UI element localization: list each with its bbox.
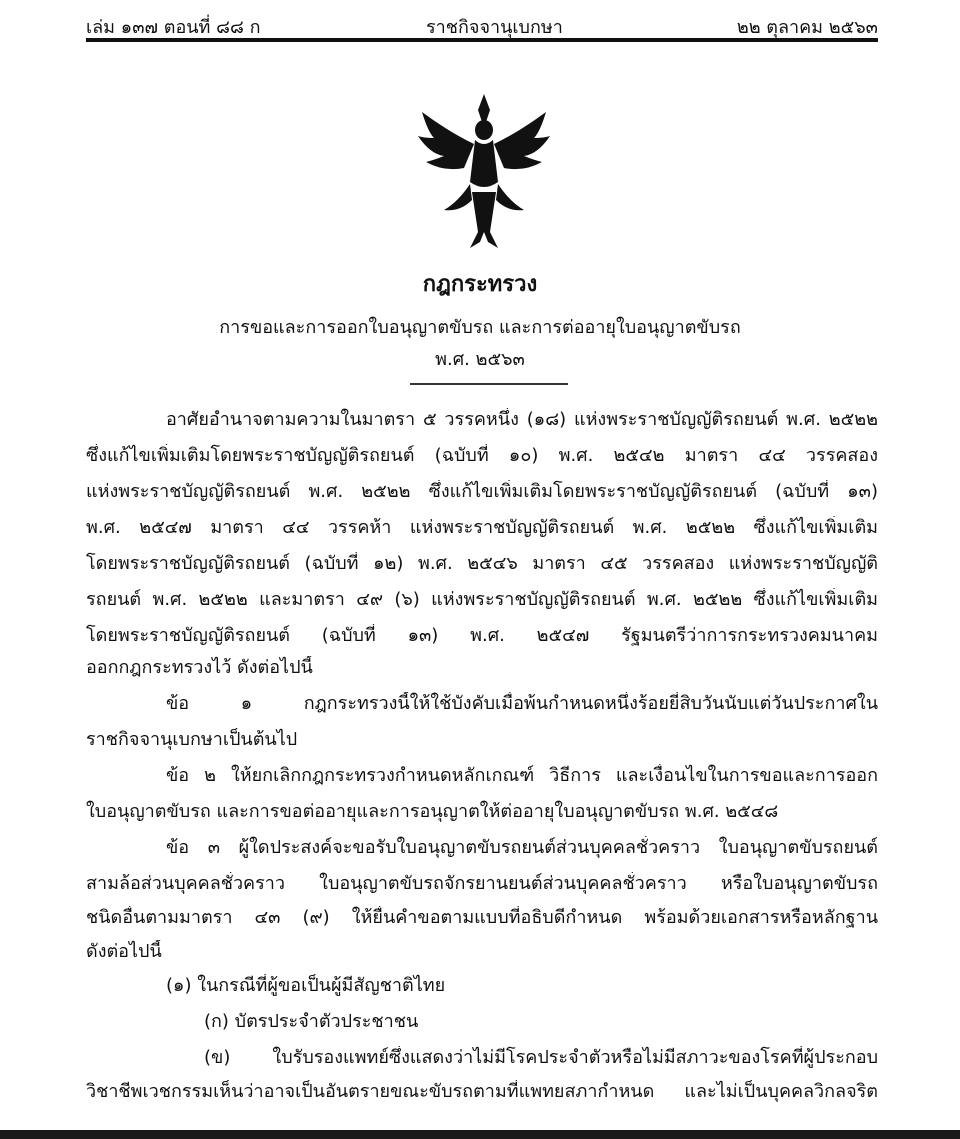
clause-1: ข้อ ๑ กฎกระทรวงนี้ให้ใช้บังคับเมื่อพ้นกำหนดหนึ่งร้อยยี่สิบวันนับแต่วันประกาศใน [166, 693, 878, 714]
sub-clause-1: (๑) ในกรณีที่ผู้ขอเป็นผู้มีสัญชาติไทย [166, 975, 446, 996]
body-line: ดังต่อไปนี้ [86, 941, 162, 962]
body-line: วิชาชีพเวชกรรมเห็นว่าอาจเป็นอันตรายขณะขับรถตามที่แพทยสภากำหนด และไม่เป็นบุคคลวิกลจริต [86, 1081, 878, 1102]
document-subtitle: การขอและการออกใบอนุญาตขับรถ และการต่ออายุใบอนุญาตขับรถ [219, 317, 741, 338]
body-line: โดยพระราชบัญญัติรถยนต์ (ฉบับที่ ๑๓) พ.ศ. ๒๕๔๗ รัฐมนตรีว่าการกระทรวงคมนาคม [86, 625, 878, 646]
body-line: พ.ศ. ๒๕๔๗ มาตรา ๔๔ วรรคห้า แห่งพระราชบัญญัติรถยนต์ พ.ศ. ๒๕๒๒ ซึ่งแก้ไขเพิ่มเติม [86, 517, 878, 538]
body-line: ออกกฎกระทรวงไว้ ดังต่อไปนี้ [86, 657, 313, 678]
volume-issue: เล่ม ๑๓๗ ตอนที่ ๘๘ ก [86, 17, 261, 38]
sub-item-b: (ข) ใบรับรองแพทย์ซึ่งแสดงว่าไม่มีโรคประจำตัวหรือไม่มีสภาวะของโรคที่ผู้ประกอบ [204, 1047, 878, 1068]
body-line: รถยนต์ พ.ศ. ๒๕๒๒ และมาตรา ๔๙ (๖) แห่งพระราชบัญญัติรถยนต์ พ.ศ. ๒๕๒๒ ซึ่งแก้ไขเพิ่มเติม [86, 589, 878, 610]
body-line: สามล้อส่วนบุคคลชั่วคราว ใบอนุญาตขับรถจักรยานยนต์ส่วนบุคคลชั่วคราว หรือใบอนุญาตขับรถ [86, 873, 878, 894]
body-line: ราชกิจจานุเบกษาเป็นต้นไป [86, 729, 298, 750]
garuda-emblem-icon [414, 92, 554, 252]
sub-item-a: (ก) บัตรประจำตัวประชาชน [204, 1011, 419, 1032]
header-divider [86, 38, 878, 42]
document-year: พ.ศ. ๒๕๖๓ [435, 349, 525, 370]
document-title: กฎกระทรวง [422, 272, 538, 297]
title-divider [410, 383, 568, 385]
gazette-header [86, 8, 878, 36]
clause-2: ข้อ ๒ ให้ยกเลิกกฎกระทรวงกำหนดหลักเกณฑ์ วิธีการ และเงื่อนไขในการขอและการออก [166, 765, 878, 786]
page-bottom-bar [0, 1130, 960, 1139]
body-line: แห่งพระราชบัญญัติรถยนต์ พ.ศ. ๒๕๒๒ ซึ่งแก้ไขเพิ่มเติมโดยพระราชบัญญัติรถยนต์ (ฉบับที่ ๑๓) [86, 481, 878, 502]
body-line: ชนิดอื่นตามมาตรา ๔๓ (๙) ให้ยื่นคำขอตามแบบที่อธิบดีกำหนด พร้อมด้วยเอกสารหรือหลักฐาน [86, 907, 878, 928]
publication-date: ๒๒ ตุลาคม ๒๕๖๓ [736, 17, 878, 38]
body-line: โดยพระราชบัญญัติรถยนต์ (ฉบับที่ ๑๒) พ.ศ. ๒๕๔๖ มาตรา ๔๕ วรรคสอง แห่งพระราชบัญญัติ [86, 553, 878, 574]
body-line: ซึ่งแก้ไขเพิ่มเติมโดยพระราชบัญญัติรถยนต์ (ฉบับที่ ๑๐) พ.ศ. ๒๕๔๒ มาตรา ๔๔ วรรคสอง [86, 445, 878, 466]
body-line: ใบอนุญาตขับรถ และการขอต่ออายุและการอนุญาตให้ต่ออายุใบอนุญาตขับรถ พ.ศ. ๒๕๔๘ [86, 801, 779, 822]
clause-3: ข้อ ๓ ผู้ใดประสงค์จะขอรับใบอนุญาตขับรถยนต์ส่วนบุคคลชั่วคราว ใบอนุญาตขับรถยนต์ [166, 837, 878, 858]
body-line: อาศัยอำนาจตามความในมาตรา ๕ วรรคหนึ่ง (๑๘) แห่งพระราชบัญญัติรถยนต์ พ.ศ. ๒๕๒๒ [166, 409, 878, 430]
publication-name: ราชกิจจานุเบกษา [426, 17, 563, 38]
